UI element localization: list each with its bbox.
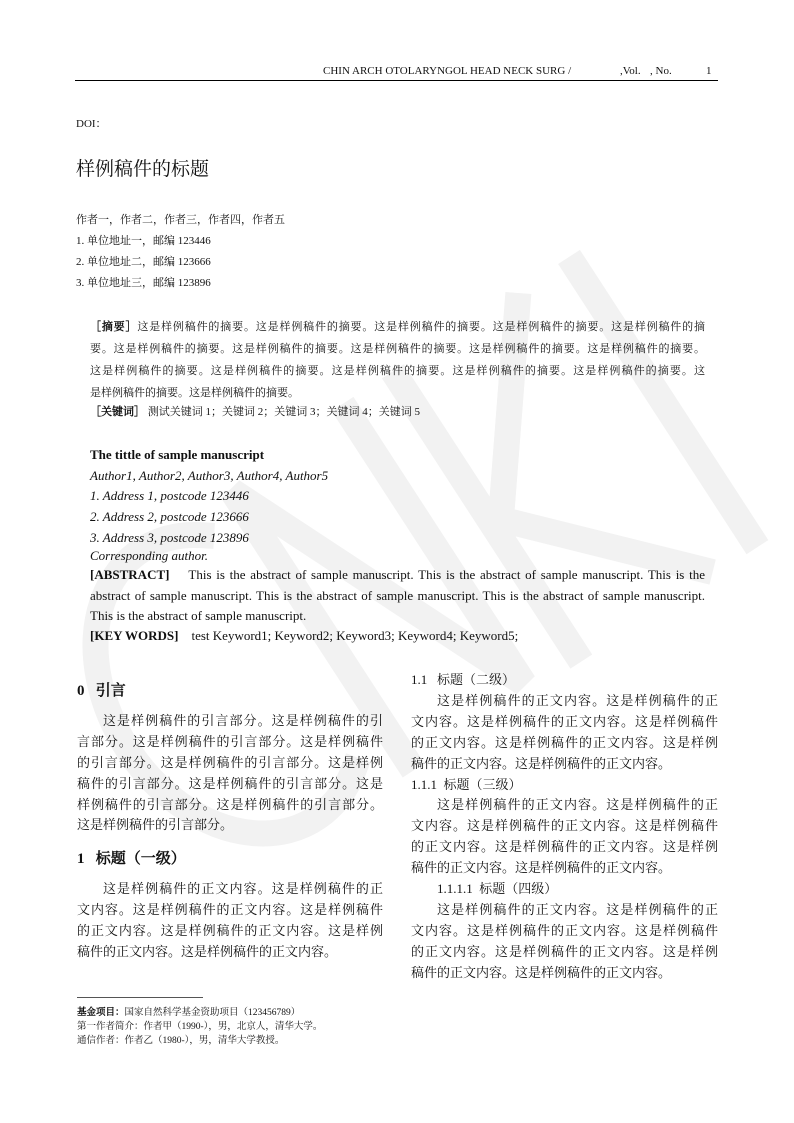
body-text-line: 这是样例稿件的正文内容。这是样例稿件的正 [437, 692, 718, 708]
section-title: 引言 [95, 683, 126, 699]
abstract-zh-line: ［摘要］这是样例稿件的摘要。这是样例稿件的摘要。这是样例稿件的摘要。这是样例稿件的摘要。这是样例稿件的摘 [90, 321, 705, 333]
body-text-line: 这是样例稿件的正文内容。这是样例稿件的正 [437, 797, 718, 813]
section-heading-h4 [437, 878, 557, 897]
running-header-no: , No. [650, 65, 672, 77]
body-text-line: 这是样例稿件的正文内容。这是样例稿件的正 [437, 901, 718, 917]
body-text-line: 文内容。这是样例稿件的正文内容。这是样例稿件 [411, 922, 718, 938]
keywords-zh-text: 测试关键词 1；关键词 2；关键词 3；关键词 4；关键词 5 [147, 406, 420, 418]
abstract-zh-line: 是样例稿件的摘要。这是样例稿件的摘要。 [90, 387, 299, 399]
footnote-rule [77, 997, 203, 998]
keywords-en-text: test Keyword1; Keyword2; Keyword3; Keyword4; Keyword5; [191, 628, 519, 643]
body-text-line: 文内容。这是样例稿件的正文内容。这是样例稿件 [77, 902, 383, 918]
section-heading-h1 [77, 679, 126, 700]
body-text-line: 这是样例稿件的正文内容。这是样例稿件的正 [103, 881, 383, 897]
title-zh: 样例稿件的标题 [76, 159, 210, 180]
authors-en: Author1, Author2, Author3, Author4, Author5 [90, 468, 329, 483]
doi: DOI： [76, 118, 107, 130]
section-title: 标题（一级） [95, 851, 186, 868]
footnote-fund [77, 1004, 300, 1018]
address-zh: 3. 单位地址三，邮编 123896 [76, 277, 211, 289]
body-text-line: 的正文内容。这是样例稿件的正文内容。这是样例 [411, 839, 718, 855]
section-title: 标题（三级） [443, 776, 522, 792]
body-text-line: 这是样例稿件的引言部分。这是样例稿件的引 [103, 712, 383, 728]
footnote-first-author: 第一作者简介：作者甲（1990-），男，北京人，清华大学。 [77, 1022, 323, 1032]
running-header-journal: CHIN ARCH OTOLARYNGOL HEAD NECK SURG / [323, 65, 572, 77]
section-heading-h3 [411, 774, 522, 793]
header-rule [75, 80, 718, 81]
keywords-en [90, 628, 518, 644]
body-text-line: 稿件的正文内容。这是样例稿件的正文内容。 [411, 860, 672, 876]
abstract-zh-line: 这是样例稿件的摘要。这是样例稿件的摘要。这是样例稿件的摘要。这是样例稿件的摘要。这是样例稿件的摘要。这 [90, 365, 705, 377]
body-text-line: 稿件的引言部分。这是样例稿件的引言部分。这是 [77, 775, 383, 791]
corresponding-author: Corresponding author. [90, 548, 208, 563]
body-text-line: 文内容。这是样例稿件的正文内容。这是样例稿件 [411, 818, 718, 834]
body-text-line: 这是样例稿件的引言部分。 [77, 817, 234, 833]
body-text-line: 稿件的正文内容。这是样例稿件的正文内容。 [77, 943, 338, 959]
section-number: 1 [77, 851, 96, 868]
address-en: 2. Address 2, postcode 123666 [90, 509, 249, 524]
keywords-zh [90, 403, 420, 419]
page-number: 1 [706, 65, 712, 77]
abstract-en-line: This is the abstract of sample manuscript. [90, 608, 307, 623]
address-zh: 1. 单位地址一，邮编 123446 [76, 235, 211, 247]
keywords-zh-label: ［关键词］ [90, 406, 145, 418]
address-en: 3. Address 3, postcode 123896 [90, 530, 249, 545]
body-text-line: 的正文内容。这是样例稿件的正文内容。这是样例 [411, 734, 718, 750]
address-en: 1. Address 1, postcode 123446 [90, 488, 249, 503]
body-text-line: 的正文内容。这是样例稿件的正文内容。这是样例 [411, 943, 718, 959]
section-number: 0 [77, 683, 96, 699]
abstract-en-line: [ABSTRACT] This is the abstract of sample manuscript. This is the abstract of sample manuscript. This is the [90, 567, 705, 582]
section-title: 标题（四级） [479, 881, 558, 896]
footnote-corresponding-author: 通信作者：作者乙（1980-），男，清华大学教授。 [77, 1036, 285, 1046]
section-number: 1.1.1 [411, 776, 444, 792]
address-zh: 2. 单位地址二，邮编 123666 [76, 256, 211, 268]
body-text-line: 文内容。这是样例稿件的正文内容。这是样例稿件 [411, 713, 718, 729]
body-text-line: 稿件的正文内容。这是样例稿件的正文内容。 [411, 755, 672, 771]
body-text-line: 稿件的正文内容。这是样例稿件的正文内容。 [411, 964, 672, 980]
watermark-letter-i [576, 268, 750, 536]
abstract-en-line: abstract of sample manuscript. This is the abstract of sample manuscript. This is the abstract of sample manuscript. [90, 588, 705, 603]
section-title: 标题（二级） [437, 672, 516, 687]
abstract-zh-label: ［摘要］ [90, 321, 138, 333]
fund-text: 国家自然科学基金资助项目（123456789） [124, 1008, 301, 1018]
abstract-en-label: [ABSTRACT] [90, 567, 189, 582]
body-text-line: 言部分。这是样例稿件的引言部分。这是样例稿件 [77, 733, 383, 749]
fund-label: 基金项目： [77, 1008, 125, 1018]
body-text-line: 的引言部分。这是样例稿件的引言部分。这是样例 [77, 754, 383, 770]
body-text-line: 样例稿件的引言部分。这是样例稿件的引言部分。 [77, 796, 383, 812]
abstract-zh-line: 要。这是样例稿件的摘要。这是样例稿件的摘要。这是样例稿件的摘要。这是样例稿件的摘要。这是样例稿件的摘要。 [90, 343, 705, 355]
body-text-line: 的正文内容。这是样例稿件的正文内容。这是样例 [77, 923, 383, 938]
section-heading-h2 [411, 669, 515, 688]
keywords-en-label: [KEY WORDS] [90, 628, 179, 643]
title-en: The tittle of sample manuscript [90, 447, 265, 462]
section-number: 1.1.1.1 [437, 881, 480, 896]
running-header-vol: ,Vol. [620, 65, 641, 77]
section-number: 1.1 [411, 672, 437, 687]
authors-zh: 作者一，作者二，作者三，作者四，作者五 [76, 214, 285, 226]
section-heading-h1 [77, 847, 186, 868]
